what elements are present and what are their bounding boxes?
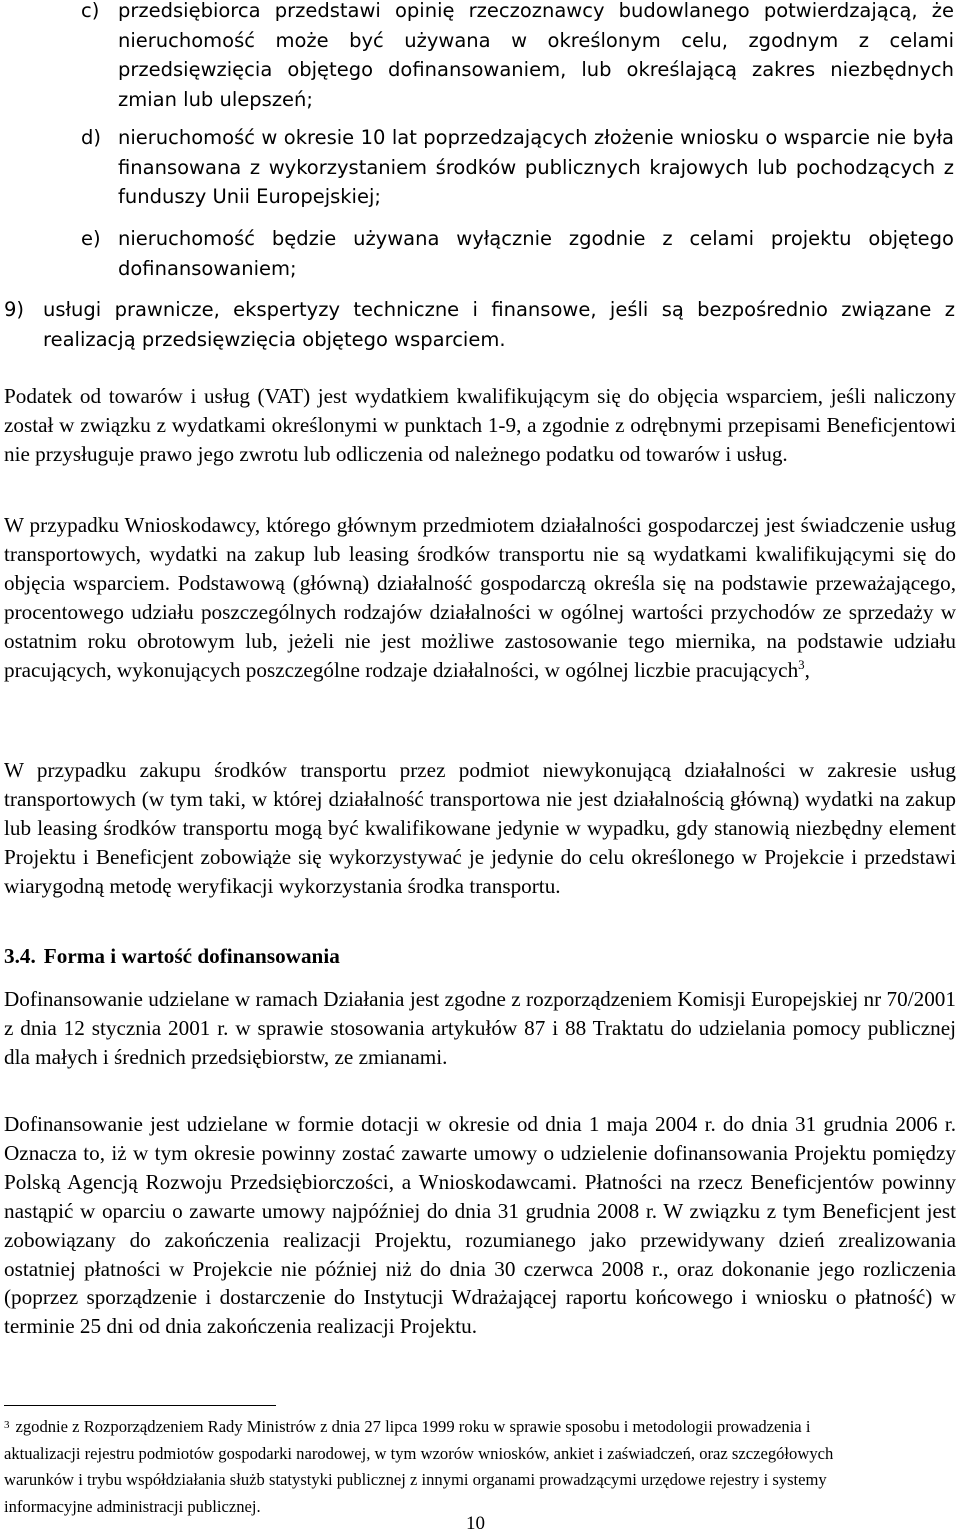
list-item-d [81,123,954,212]
list-item-9 [4,295,955,354]
list-marker: 9) [4,298,25,321]
section-number: 3.4. [4,944,36,968]
list-item-c [81,0,954,114]
list-item-e [81,224,954,283]
footnote-text: zgodnie z Rozporządzeniem Rady Ministrów z dnia 27 lipca 1999 roku w sprawie sposobu i metodologii prowadzenia i aktualizacji rejestru podmiotów gospodarki narodowej, w tym wzorów wniosków, ankiet i zaświadczeń, oraz szczegółowych warunków i trybu współdziałania służb statystyki publicznej z innymi organami prowadzącymi urzędowe rejestry i systemy informacyjne administracji publicznej. [4,1417,834,1516]
section-title: Forma i wartość dofinansowania [43,944,340,968]
list-marker: e) [81,227,101,250]
list-marker: d) [81,126,101,149]
list-marker: c) [81,0,100,22]
paragraph-text: W przypadku Wnioskodawcy, którego głównym przedmiotem działalności gospodarczej jest świadczenie usług transportowych, wydatki na zakup lub leasing środków transportu nie są wydatkami kwalifikującymi się do objęcia wsparciem. Podstawową (główną) działalność gospodarczą określa się na podstawie przeważającego, procentowego udziału poszczególnych rodzajów działalności w ogólnej wartości przychodów ze sprzedaży w ostatnim roku obrotowym lub, jeżeli nie jest możliwe zastosowanie tego miernika, na podstawie udziału pracujących, wykonujących poszczególne rodzaje działalności, w ogólnej liczbie pracujących [4,513,956,682]
paragraph-form-regulation: Dofinansowanie udzielane w ramach Działania jest zgodne z rozporządzeniem Komisji Europejskiej nr 70/2001 z dnia 12 stycznia 2001 r. w sprawie stosowania artykułów 87 i 88 Traktatu do udzielania pomocy publicznej dla małych i średnich przedsiębiorstw, ze zmianami. [4,987,956,1069]
footnote-number: 3 [4,1419,10,1431]
section-heading [4,942,340,971]
page-number: 10 [466,1513,485,1534]
footnote [4,1414,884,1520]
paragraph-text-end: , [804,657,810,682]
footnote-divider [4,1405,276,1406]
footnote-reference: 3 [798,656,805,672]
paragraph-vat: Podatek od towarów i usług (VAT) jest wydatkiem kwalifikującym się do objęcia wsparciem, jeśli naliczony został w związku z wydatkami określonymi w punktach 1-9, a zgodnie z odrębnymi przepisami Beneficjentowi nie przysługuje prawo jego zwrotu lub odliczenia od należnego podatku od towarów i usług. [4,384,956,466]
list-item-text: usługi prawnicze, ekspertyzy techniczne i finansowe, jeśli są bezpośrednio związane z realizacją przedsięwzięcia objętego wsparciem. [43,298,955,351]
list-item-text: nieruchomość w okresie 10 lat poprzedzających złożenie wniosku o wsparcie nie była finansowana z wykorzystaniem środków publicznych krajowych lub pochodzących z funduszy Unii Europejskiej; [118,126,954,209]
list-item-text: nieruchomość będzie używana wyłącznie zgodnie z celami projektu objętego dofinansowaniem; [118,227,954,280]
list-item-text: przedsiębiorca przedstawi opinię rzeczoznawcy budowlanego potwierdzającą, że nieruchomość może być używana w określonym celu, zgodnym z celami przedsięwzięcia objętego dofinansowaniem, lub określającą zakres niezbędnych zmian lub ulepszeń; [118,0,954,111]
paragraph-transport-purchase: W przypadku zakupu środków transportu przez podmiot niewykonującą działalności w zakresie usług transportowych (w tym taki, w której działalność transportowa nie jest działalnością główną) wydatki na zakup lub leasing środków transportu mogą być kwalifikowane jedynie w wypadku, gdy stanowią niezbędny element Projektu i Beneficjent zobowiąże się wykorzystywać je jedynie do celu określonego w Projekcie i przedstawi wiarygodną metodę weryfikacji wykorzystania środka transportu. [4,758,956,898]
paragraph-form-grant: Dofinansowanie jest udzielane w formie dotacji w okresie od dnia 1 maja 2004 r. do dnia 31 grudnia 2006 r. Oznacza to, iż w tym okresie powinny zostać zawarte umowy o udzielenie dofinansowania Projektu pomiędzy Polską Agencją Rozwoju Przedsiębiorczości, a Wnioskodawcami. Płatności na rzecz Beneficjentów powinny nastąpić w oparciu o zawarte umowy najpóźniej do dnia 31 grudnia 2008 r. W związku z tym Beneficjent jest zobowiązany do zakończenia realizacji Projektu, rozumianego jako przewidywany dzień zrealizowania ostatniej płatności w Projekcie nie później niż do dnia 30 czerwca 2008 r., oraz dokonanie jego rozliczenia (poprzez sporządzenie i dostarczenie do Instytucji Wdrażającej raportu końcowego i wniosku o płatność) w terminie 25 dni od dnia zakończenia realizacji Projektu. [4,1112,956,1339]
paragraph-transport-service [4,511,956,684]
